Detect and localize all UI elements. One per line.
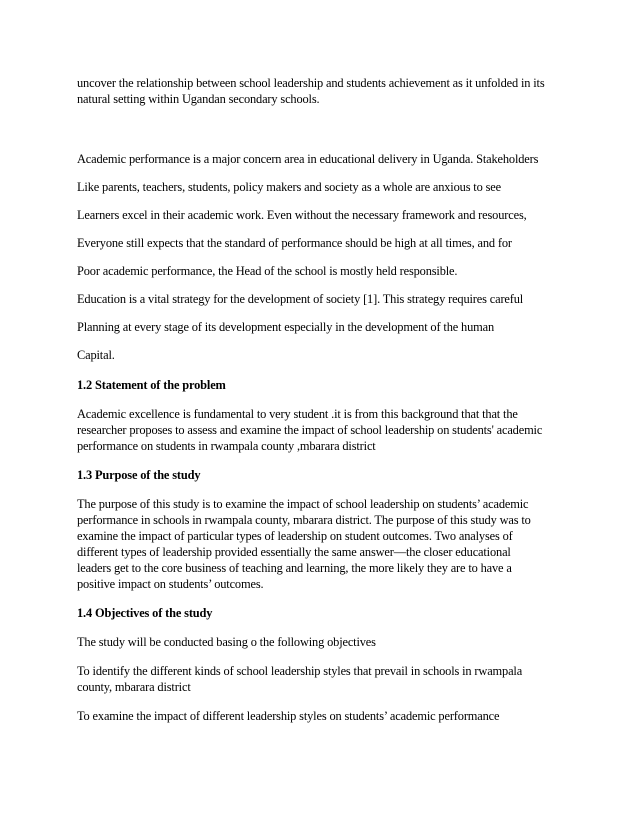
text-line: examine the impact of particular types of leadership on student outcomes. Two analyses of	[77, 529, 513, 543]
text-line: Education is a vital strategy for the development of society [1]. This strategy requires careful	[77, 292, 524, 306]
text-line: Capital.	[77, 348, 115, 362]
text-line: performance on students in rwampala county ,mbarara district	[77, 439, 376, 453]
text-line: To examine the impact of different leadership styles on students’ academic performance	[77, 709, 500, 723]
section-heading: 1.4 Objectives of the study	[77, 606, 213, 620]
text-line: different types of leadership provided essentially the same answer—the closer educational	[77, 545, 511, 559]
text-line: researcher proposes to assess and examine the impact of school leadership on students' academic	[77, 423, 543, 437]
text-line: Academic excellence is fundamental to very student .it is from this background that that the	[77, 407, 518, 421]
text-line: natural setting within Ugandan secondary schools.	[77, 92, 320, 106]
text-line: Learners excel in their academic work. Even without the necessary framework and resources,	[77, 208, 527, 222]
text-line: county, mbarara district	[77, 680, 191, 694]
text-line: uncover the relationship between school leadership and students achievement as it unfolded in its	[77, 76, 545, 90]
text-line: To identify the different kinds of school leadership styles that prevail in schools in rwampala	[77, 664, 523, 678]
text-line: Academic performance is a major concern area in educational delivery in Uganda. Stakeholders	[77, 152, 539, 166]
text-line: The study will be conducted basing o the following objectives	[77, 635, 376, 649]
text-line: Planning at every stage of its development especially in the development of the human	[77, 320, 495, 334]
section-heading: 1.3 Purpose of the study	[77, 468, 201, 482]
text-line: leaders get to the core business of teaching and learning, the more likely they are to have a	[77, 561, 512, 575]
text-line: positive impact on students’ outcomes.	[77, 577, 264, 591]
text-line: Like parents, teachers, students, policy makers and society as a whole are anxious to see	[77, 180, 501, 194]
section-heading: 1.2 Statement of the problem	[77, 378, 226, 392]
text-line: performance in schools in rwampala county, mbarara district. The purpose of this study was to	[77, 513, 531, 527]
text-line: The purpose of this study is to examine the impact of school leadership on students’ academic	[77, 497, 529, 511]
text-line: Poor academic performance, the Head of the school is mostly held responsible.	[77, 264, 458, 278]
text-line: Everyone still expects that the standard of performance should be high at all times, and for	[77, 236, 512, 250]
